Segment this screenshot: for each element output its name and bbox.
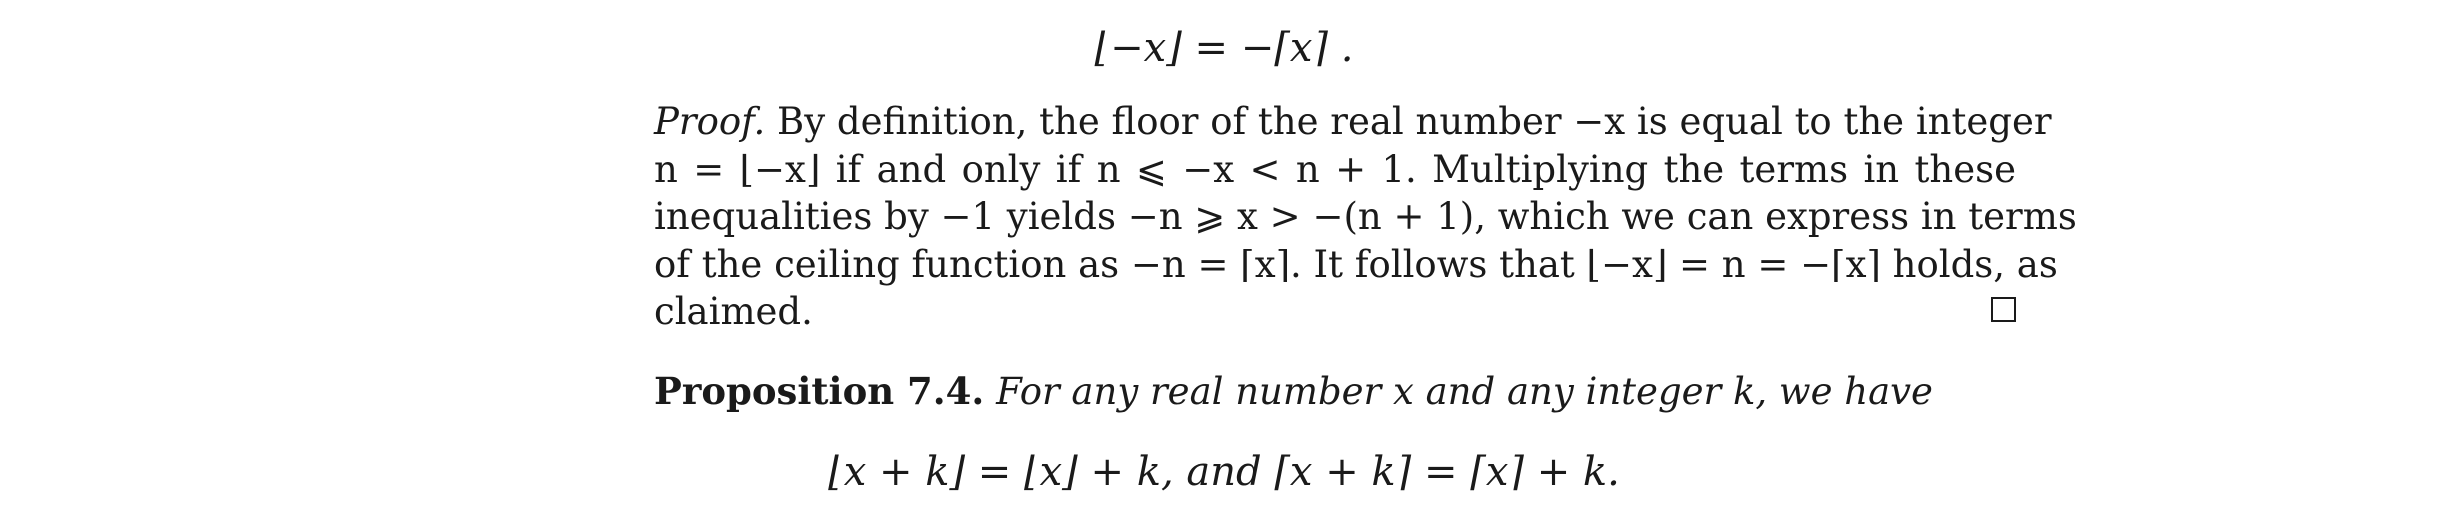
proof-line-text: By definition, the floor of the real number −x is equal to the integer	[777, 100, 2052, 143]
proposition-statement	[654, 368, 2016, 416]
proof-line	[654, 241, 2058, 289]
truncated-next-line	[654, 512, 2016, 528]
proof-paragraph	[654, 98, 2077, 336]
proof-line	[654, 146, 2016, 194]
truncated-text-fragment	[654, 512, 2016, 528]
proposition-label: Proposition 7.4.	[654, 369, 985, 413]
equation-text: ⌊−x⌋ = −⌈x⌉ .	[1094, 25, 1354, 71]
proof-line	[654, 98, 2052, 146]
proposition-equation	[0, 448, 2448, 496]
equation-text: ⌊x + k⌋ = ⌊x⌋ + k, and ⌈x + k⌉ = ⌈x⌉ + k.	[828, 449, 1620, 495]
proof-line	[654, 193, 2077, 241]
qed-square-icon	[1991, 297, 2016, 322]
proof-line-text: inequalities by −1 yields −n ⩾ x > −(n + 1), which we can express in terms	[654, 195, 2077, 238]
floor-ceiling-identity-equation	[0, 24, 2448, 72]
proof-line-text: n = ⌊−x⌋ if and only if n ⩽ −x < n + 1. Multiplying the terms in these	[654, 147, 2016, 191]
proof-line	[654, 288, 2016, 336]
proof-line-text: claimed.	[654, 290, 813, 333]
proof-line-text: of the ceiling function as −n = ⌈x⌉. It follows that ⌊−x⌋ = n = −⌈x⌉ holds, as	[654, 242, 2058, 286]
proof-label: Proof.	[654, 100, 766, 143]
proposition-text: For any real number x and any integer k, we have	[996, 370, 1933, 413]
